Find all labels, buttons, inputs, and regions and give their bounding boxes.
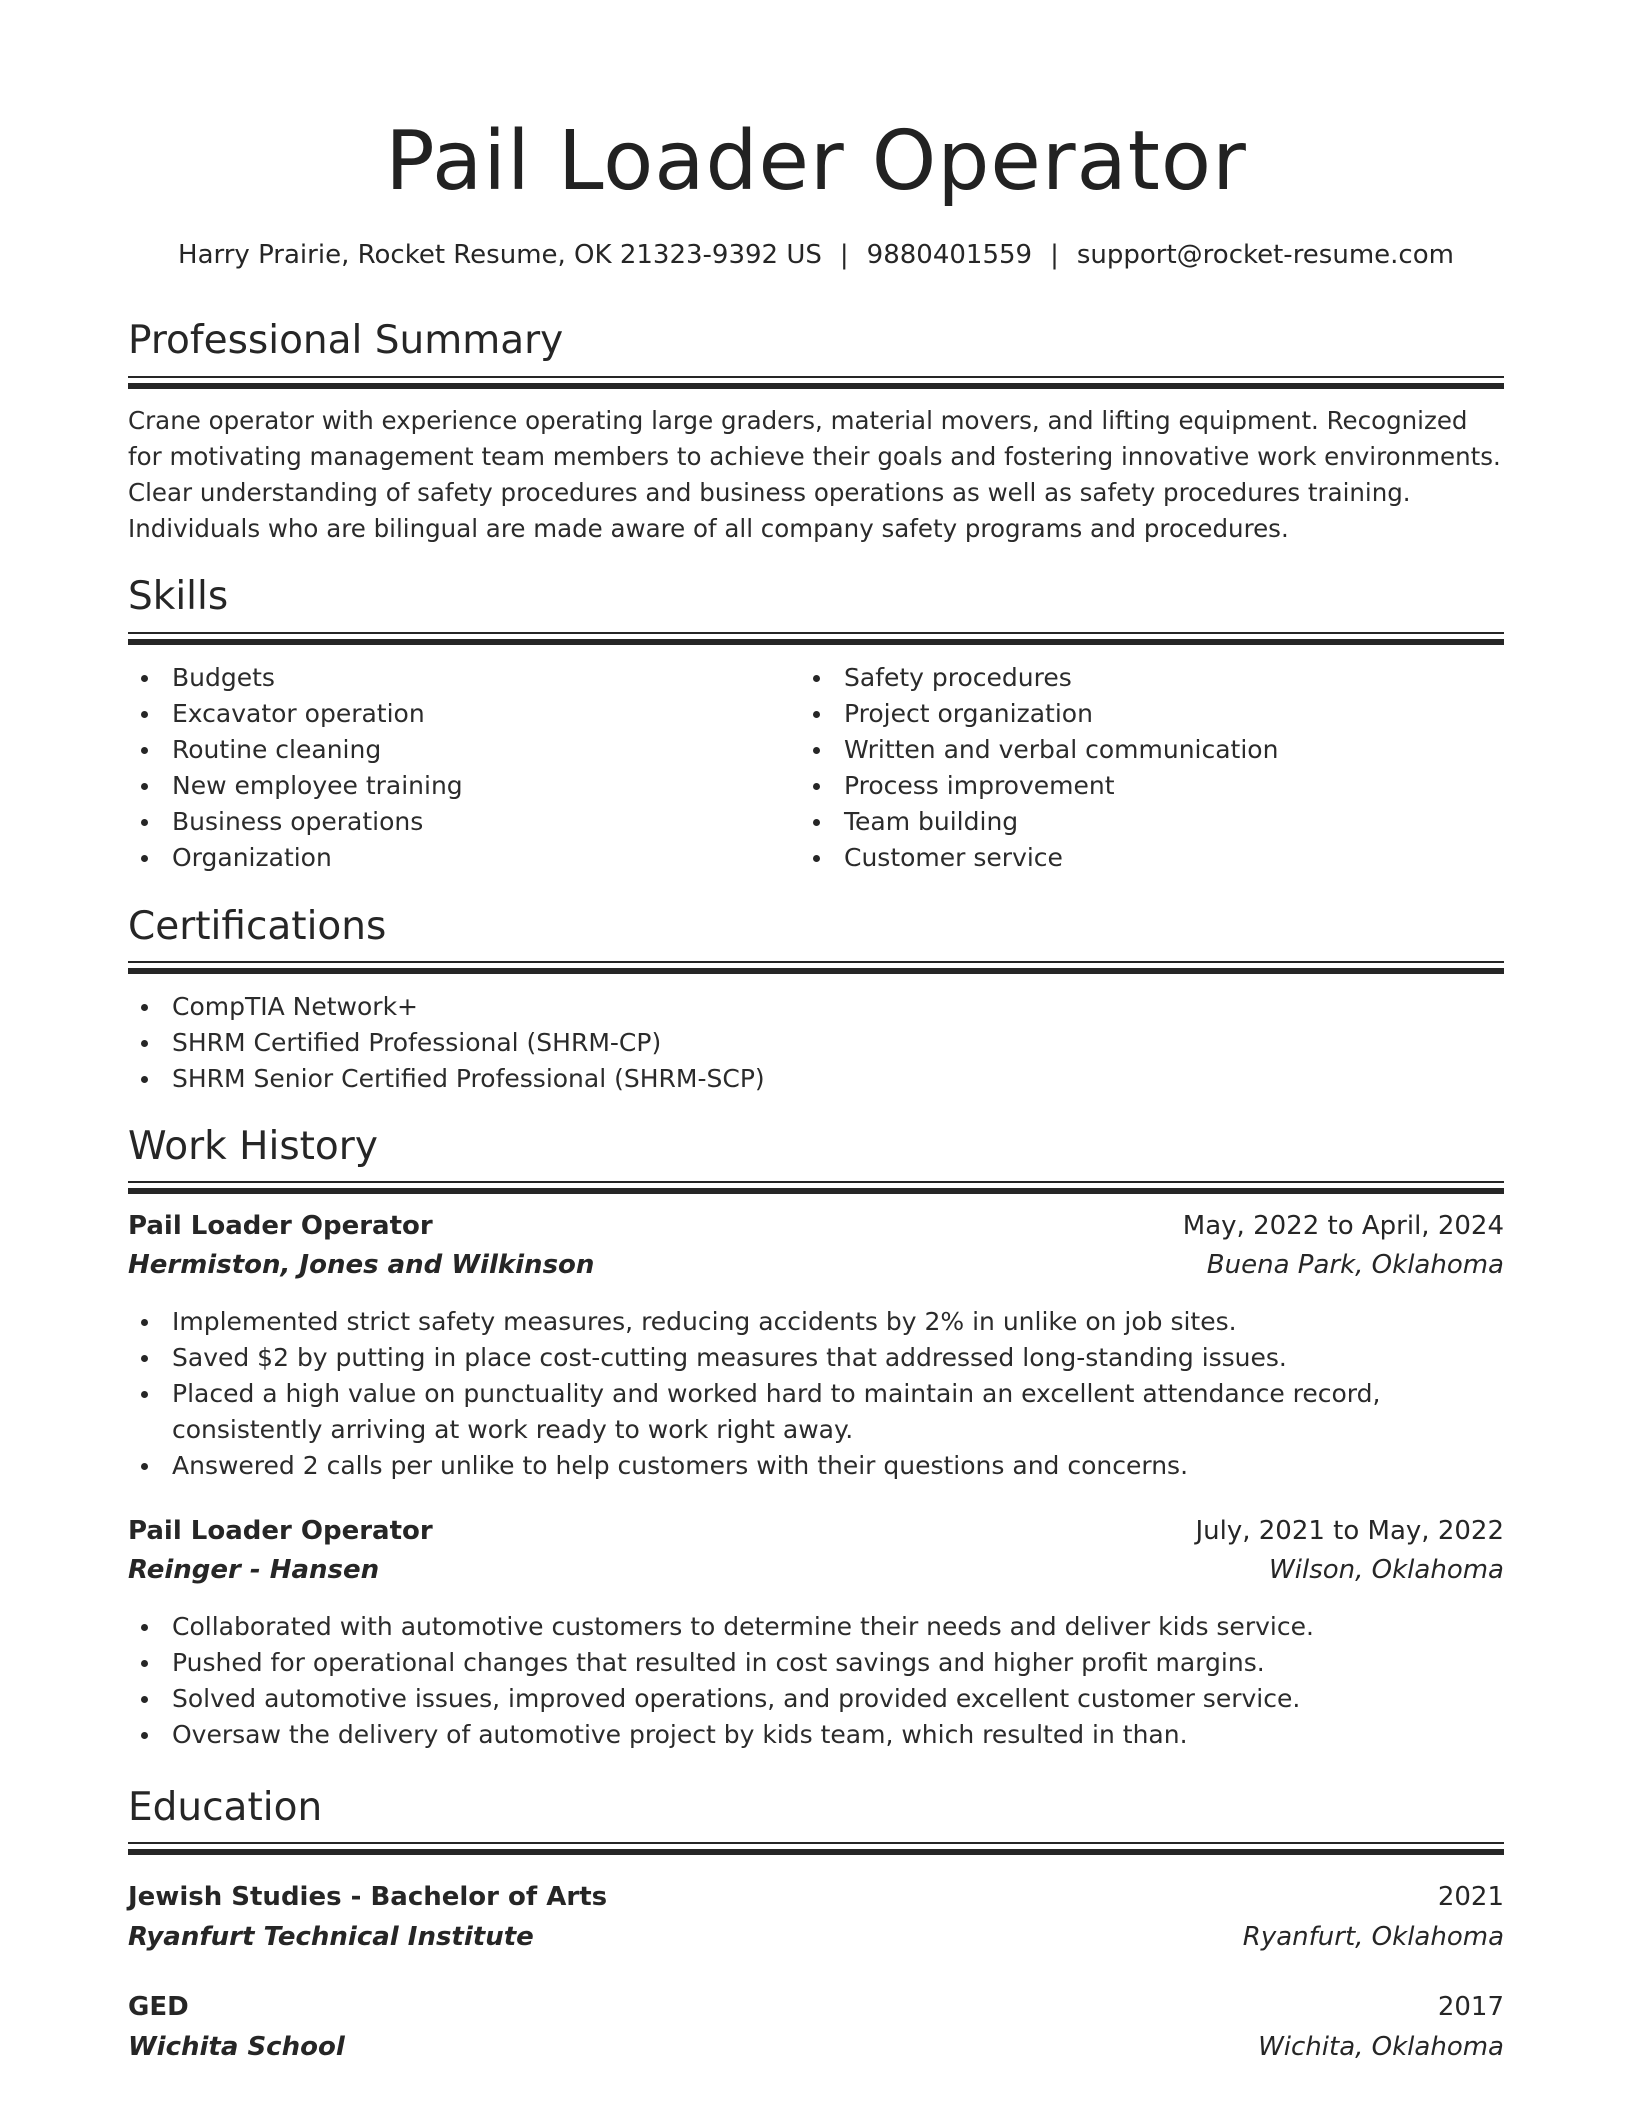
section-divider bbox=[128, 383, 1504, 389]
skills-list-left bbox=[128, 660, 798, 876]
certification-item: CompTIA Network+ bbox=[128, 989, 1504, 1025]
section-divider bbox=[128, 961, 1504, 963]
education-year: 2017 bbox=[1437, 1992, 1504, 2022]
skill-item: Process improvement bbox=[800, 768, 1500, 804]
job-bullet: Solved automotive issues, improved operations, and provided excellent customer service. bbox=[128, 1681, 1504, 1717]
job-company-row bbox=[128, 1555, 1504, 1593]
job-company: Reinger - Hansen bbox=[128, 1555, 380, 1585]
section-divider bbox=[128, 376, 1504, 378]
skill-item: Project organization bbox=[800, 696, 1500, 732]
job-location: Buena Park, Oklahoma bbox=[1206, 1250, 1504, 1280]
skill-item: New employee training bbox=[128, 768, 798, 804]
summary-heading: Professional Summary bbox=[128, 318, 564, 363]
education-school-row bbox=[128, 1922, 1504, 1960]
skill-item: Team building bbox=[800, 804, 1500, 840]
job-bullet: Saved $2 by putting in place cost-cutting measures that addressed long-standing issues. bbox=[128, 1340, 1504, 1376]
job-title-row bbox=[128, 1211, 1504, 1249]
education-section-heading bbox=[128, 1785, 1504, 1831]
skill-item: Budgets bbox=[128, 660, 798, 696]
skill-item: Customer service bbox=[800, 840, 1500, 876]
education-degree: GED bbox=[128, 1992, 189, 2022]
job-bullet: Placed a high value on punctuality and worked hard to maintain an excellent attendance record, consistently arriving at work ready to work right away. bbox=[128, 1376, 1472, 1448]
job-bullet: Oversaw the delivery of automotive project by kids team, which resulted in than. bbox=[128, 1717, 1504, 1753]
skill-item: Business operations bbox=[128, 804, 798, 840]
section-divider bbox=[128, 968, 1504, 974]
job-company: Hermiston, Jones and Wilkinson bbox=[128, 1250, 595, 1280]
education-heading: Education bbox=[128, 1785, 323, 1830]
section-divider bbox=[128, 1849, 1504, 1855]
education-degree-row bbox=[128, 1882, 1504, 1920]
job-title: Pail Loader Operator bbox=[128, 1211, 433, 1241]
certifications-list bbox=[128, 989, 1504, 1097]
job-bullet: Collaborated with automotive customers to determine their needs and deliver kids service. bbox=[128, 1609, 1504, 1645]
section-divider bbox=[128, 632, 1504, 634]
contact-address: Harry Prairie, Rocket Resume, OK 21323-9392 US bbox=[178, 240, 822, 270]
skill-item: Safety procedures bbox=[800, 660, 1500, 696]
skills-section-heading bbox=[128, 574, 1504, 620]
summary-text: Crane operator with experience operating large graders, material movers, and lifting equipment. Recognized for motivating management team members to achieve their goals and fostering innovative work environments. Clear understanding of safety procedures and business operations as well as safety procedures training. Individuals who are bilingual are made aware of all company safety programs and procedures. bbox=[128, 406, 1501, 543]
job-bullet: Pushed for operational changes that resulted in cost savings and higher profit margins. bbox=[128, 1645, 1504, 1681]
certification-item: SHRM Certified Professional (SHRM-CP) bbox=[128, 1025, 1504, 1061]
skills-list-right bbox=[800, 660, 1500, 876]
contact-phone: 9880401559 bbox=[866, 240, 1033, 270]
education-school: Ryanfurt Technical Institute bbox=[128, 1922, 534, 1952]
certification-item: SHRM Senior Certified Professional (SHRM-SCP) bbox=[128, 1061, 1504, 1097]
contact-line bbox=[128, 240, 1504, 270]
job-dates: July, 2021 to May, 2022 bbox=[1195, 1516, 1504, 1546]
job-location: Wilson, Oklahoma bbox=[1269, 1555, 1504, 1585]
education-school: Wichita School bbox=[128, 2032, 345, 2062]
work-section-heading bbox=[128, 1124, 1504, 1170]
contact-separator: | bbox=[1050, 240, 1059, 270]
job-title: Pail Loader Operator bbox=[128, 1516, 433, 1546]
education-school-row bbox=[128, 2032, 1504, 2070]
section-divider bbox=[128, 1181, 1504, 1183]
certifications-heading: Certifications bbox=[128, 904, 387, 949]
skill-item: Routine cleaning bbox=[128, 732, 798, 768]
job-bullet: Answered 2 calls per unlike to help customers with their questions and concerns. bbox=[128, 1448, 1504, 1484]
job-dates: May, 2022 to April, 2024 bbox=[1182, 1211, 1504, 1241]
skill-item: Written and verbal communication bbox=[800, 732, 1500, 768]
skill-item: Excavator operation bbox=[128, 696, 798, 732]
job-company-row bbox=[128, 1250, 1504, 1288]
section-divider bbox=[128, 639, 1504, 645]
resume-title: Pail Loader Operator bbox=[385, 114, 1247, 209]
job-bullet: Implemented strict safety measures, reducing accidents by 2% in unlike on job sites. bbox=[128, 1304, 1504, 1340]
education-degree-row bbox=[128, 1992, 1504, 2030]
skills-heading: Skills bbox=[128, 574, 229, 619]
education-location: Ryanfurt, Oklahoma bbox=[1242, 1922, 1504, 1952]
work-heading: Work History bbox=[128, 1124, 378, 1169]
skill-item: Organization bbox=[128, 840, 798, 876]
summary-section-heading bbox=[128, 318, 1504, 364]
contact-email[interactable]: support@rocket-resume.com bbox=[1076, 240, 1454, 270]
contact-separator: | bbox=[839, 240, 849, 270]
job-bullets bbox=[128, 1609, 1504, 1753]
job-title-row bbox=[128, 1516, 1504, 1554]
certifications-section-heading bbox=[128, 904, 1504, 950]
education-degree: Jewish Studies - Bachelor of Arts bbox=[128, 1882, 608, 1912]
section-divider bbox=[128, 1842, 1504, 1844]
education-year: 2021 bbox=[1437, 1882, 1504, 1912]
education-location: Wichita, Oklahoma bbox=[1258, 2032, 1504, 2062]
job-bullets bbox=[128, 1304, 1504, 1484]
section-divider bbox=[128, 1188, 1504, 1194]
